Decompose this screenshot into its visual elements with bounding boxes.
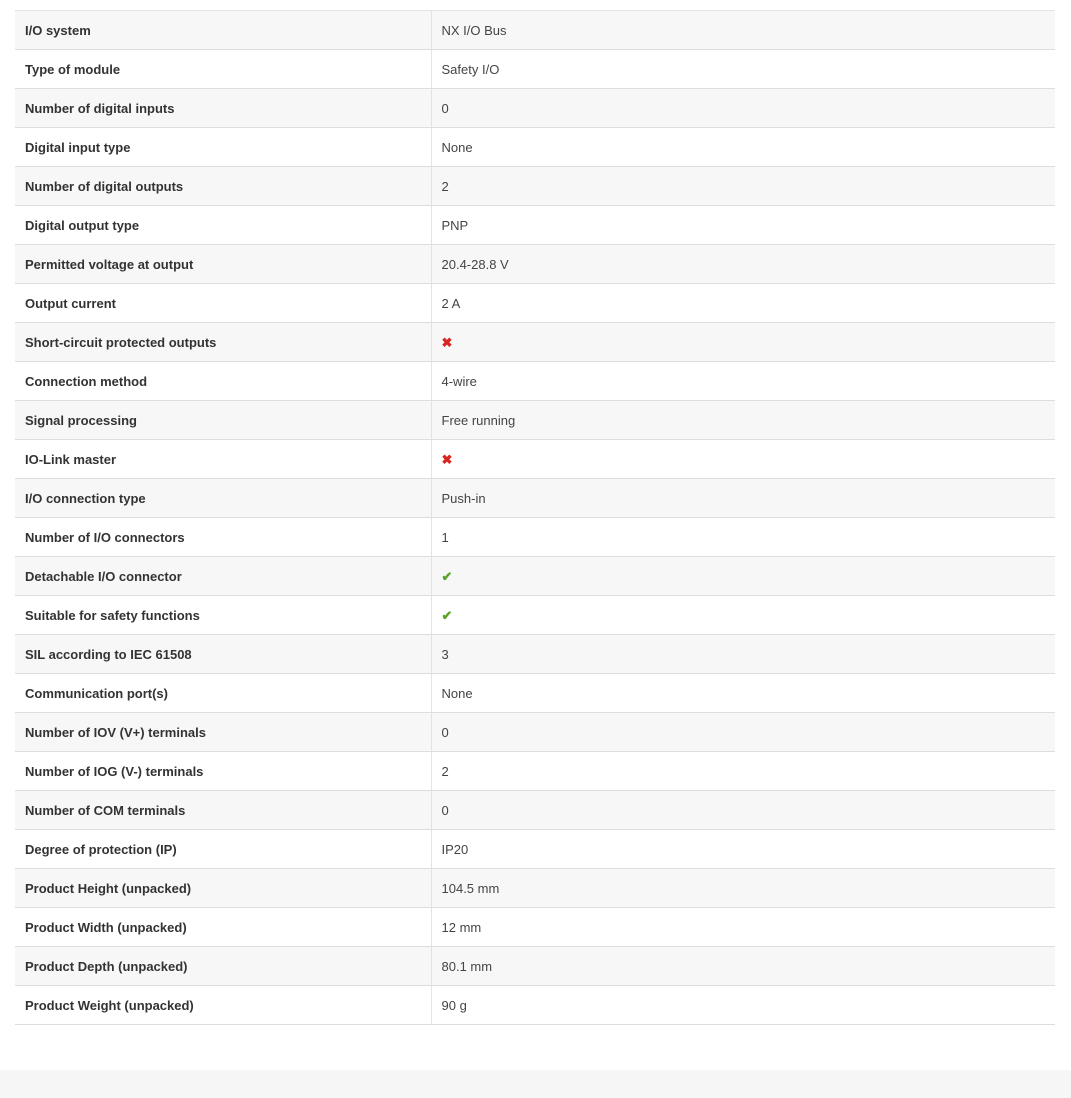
spec-value: 2 [431, 167, 1055, 206]
spec-value [431, 323, 1055, 362]
spec-row [15, 635, 1055, 674]
spec-row [15, 674, 1055, 713]
spec-value: 3 [431, 635, 1055, 674]
spec-value: 90 g [431, 986, 1055, 1025]
spec-label: Digital output type [15, 206, 431, 245]
spec-row [15, 596, 1055, 635]
spec-label: Number of COM terminals [15, 791, 431, 830]
spec-label: Output current [15, 284, 431, 323]
spec-label: Number of I/O connectors [15, 518, 431, 557]
spec-row [15, 206, 1055, 245]
spec-value: 12 mm [431, 908, 1055, 947]
spec-value: 1 [431, 518, 1055, 557]
check-icon: ✔ [441, 607, 453, 623]
spec-row [15, 50, 1055, 89]
spec-value: Safety I/O [431, 50, 1055, 89]
spec-value: IP20 [431, 830, 1055, 869]
spec-value: None [431, 128, 1055, 167]
spec-row [15, 440, 1055, 479]
spec-label: I/O connection type [15, 479, 431, 518]
spec-row [15, 986, 1055, 1025]
spec-value: 4-wire [431, 362, 1055, 401]
spec-value: 80.1 mm [431, 947, 1055, 986]
spec-label: Number of digital outputs [15, 167, 431, 206]
spec-row [15, 284, 1055, 323]
spec-row [15, 752, 1055, 791]
footer-band [0, 1070, 1071, 1098]
spec-row [15, 791, 1055, 830]
spec-row [15, 128, 1055, 167]
spec-row [15, 908, 1055, 947]
spec-value: None [431, 674, 1055, 713]
spec-value [431, 440, 1055, 479]
spec-label: Communication port(s) [15, 674, 431, 713]
spec-value: 2 [431, 752, 1055, 791]
spec-label: Product Weight (unpacked) [15, 986, 431, 1025]
spec-row [15, 830, 1055, 869]
spec-value: 0 [431, 713, 1055, 752]
spec-value: PNP [431, 206, 1055, 245]
spec-row [15, 401, 1055, 440]
spec-row [15, 557, 1055, 596]
spec-value [431, 557, 1055, 596]
spec-value: 0 [431, 791, 1055, 830]
spec-label: Number of IOV (V+) terminals [15, 713, 431, 752]
spec-label: Number of IOG (V-) terminals [15, 752, 431, 791]
spec-row [15, 245, 1055, 284]
spec-label: Product Depth (unpacked) [15, 947, 431, 986]
spec-label: Detachable I/O connector [15, 557, 431, 596]
spec-label: Degree of protection (IP) [15, 830, 431, 869]
spec-label: SIL according to IEC 61508 [15, 635, 431, 674]
spec-label: Type of module [15, 50, 431, 89]
spec-value: Push-in [431, 479, 1055, 518]
spec-label: Connection method [15, 362, 431, 401]
spec-row [15, 167, 1055, 206]
spec-row [15, 869, 1055, 908]
spec-row [15, 11, 1055, 50]
spec-row [15, 518, 1055, 557]
spec-label: Number of digital inputs [15, 89, 431, 128]
spec-value [431, 596, 1055, 635]
spec-value: 2 A [431, 284, 1055, 323]
spec-value: 104.5 mm [431, 869, 1055, 908]
spec-row [15, 713, 1055, 752]
spec-value: 20.4-28.8 V [431, 245, 1055, 284]
spec-row [15, 89, 1055, 128]
spec-label: Suitable for safety functions [15, 596, 431, 635]
spec-label: Digital input type [15, 128, 431, 167]
spec-value: 0 [431, 89, 1055, 128]
spec-row [15, 323, 1055, 362]
spec-value: Free running [431, 401, 1055, 440]
spec-label: Permitted voltage at output [15, 245, 431, 284]
spec-row [15, 479, 1055, 518]
spec-label: Short-circuit protected outputs [15, 323, 431, 362]
spec-label: Signal processing [15, 401, 431, 440]
spec-row [15, 947, 1055, 986]
check-icon: ✔ [441, 568, 453, 584]
cross-icon: ✖ [441, 451, 453, 467]
spec-row [15, 362, 1055, 401]
spec-label: IO-Link master [15, 440, 431, 479]
spec-label: Product Width (unpacked) [15, 908, 431, 947]
spec-value: NX I/O Bus [431, 11, 1055, 50]
specifications-table [15, 10, 1055, 1025]
spec-label: Product Height (unpacked) [15, 869, 431, 908]
cross-icon: ✖ [441, 334, 453, 350]
spec-label: I/O system [15, 11, 431, 50]
specifications-table-body [15, 11, 1055, 1025]
